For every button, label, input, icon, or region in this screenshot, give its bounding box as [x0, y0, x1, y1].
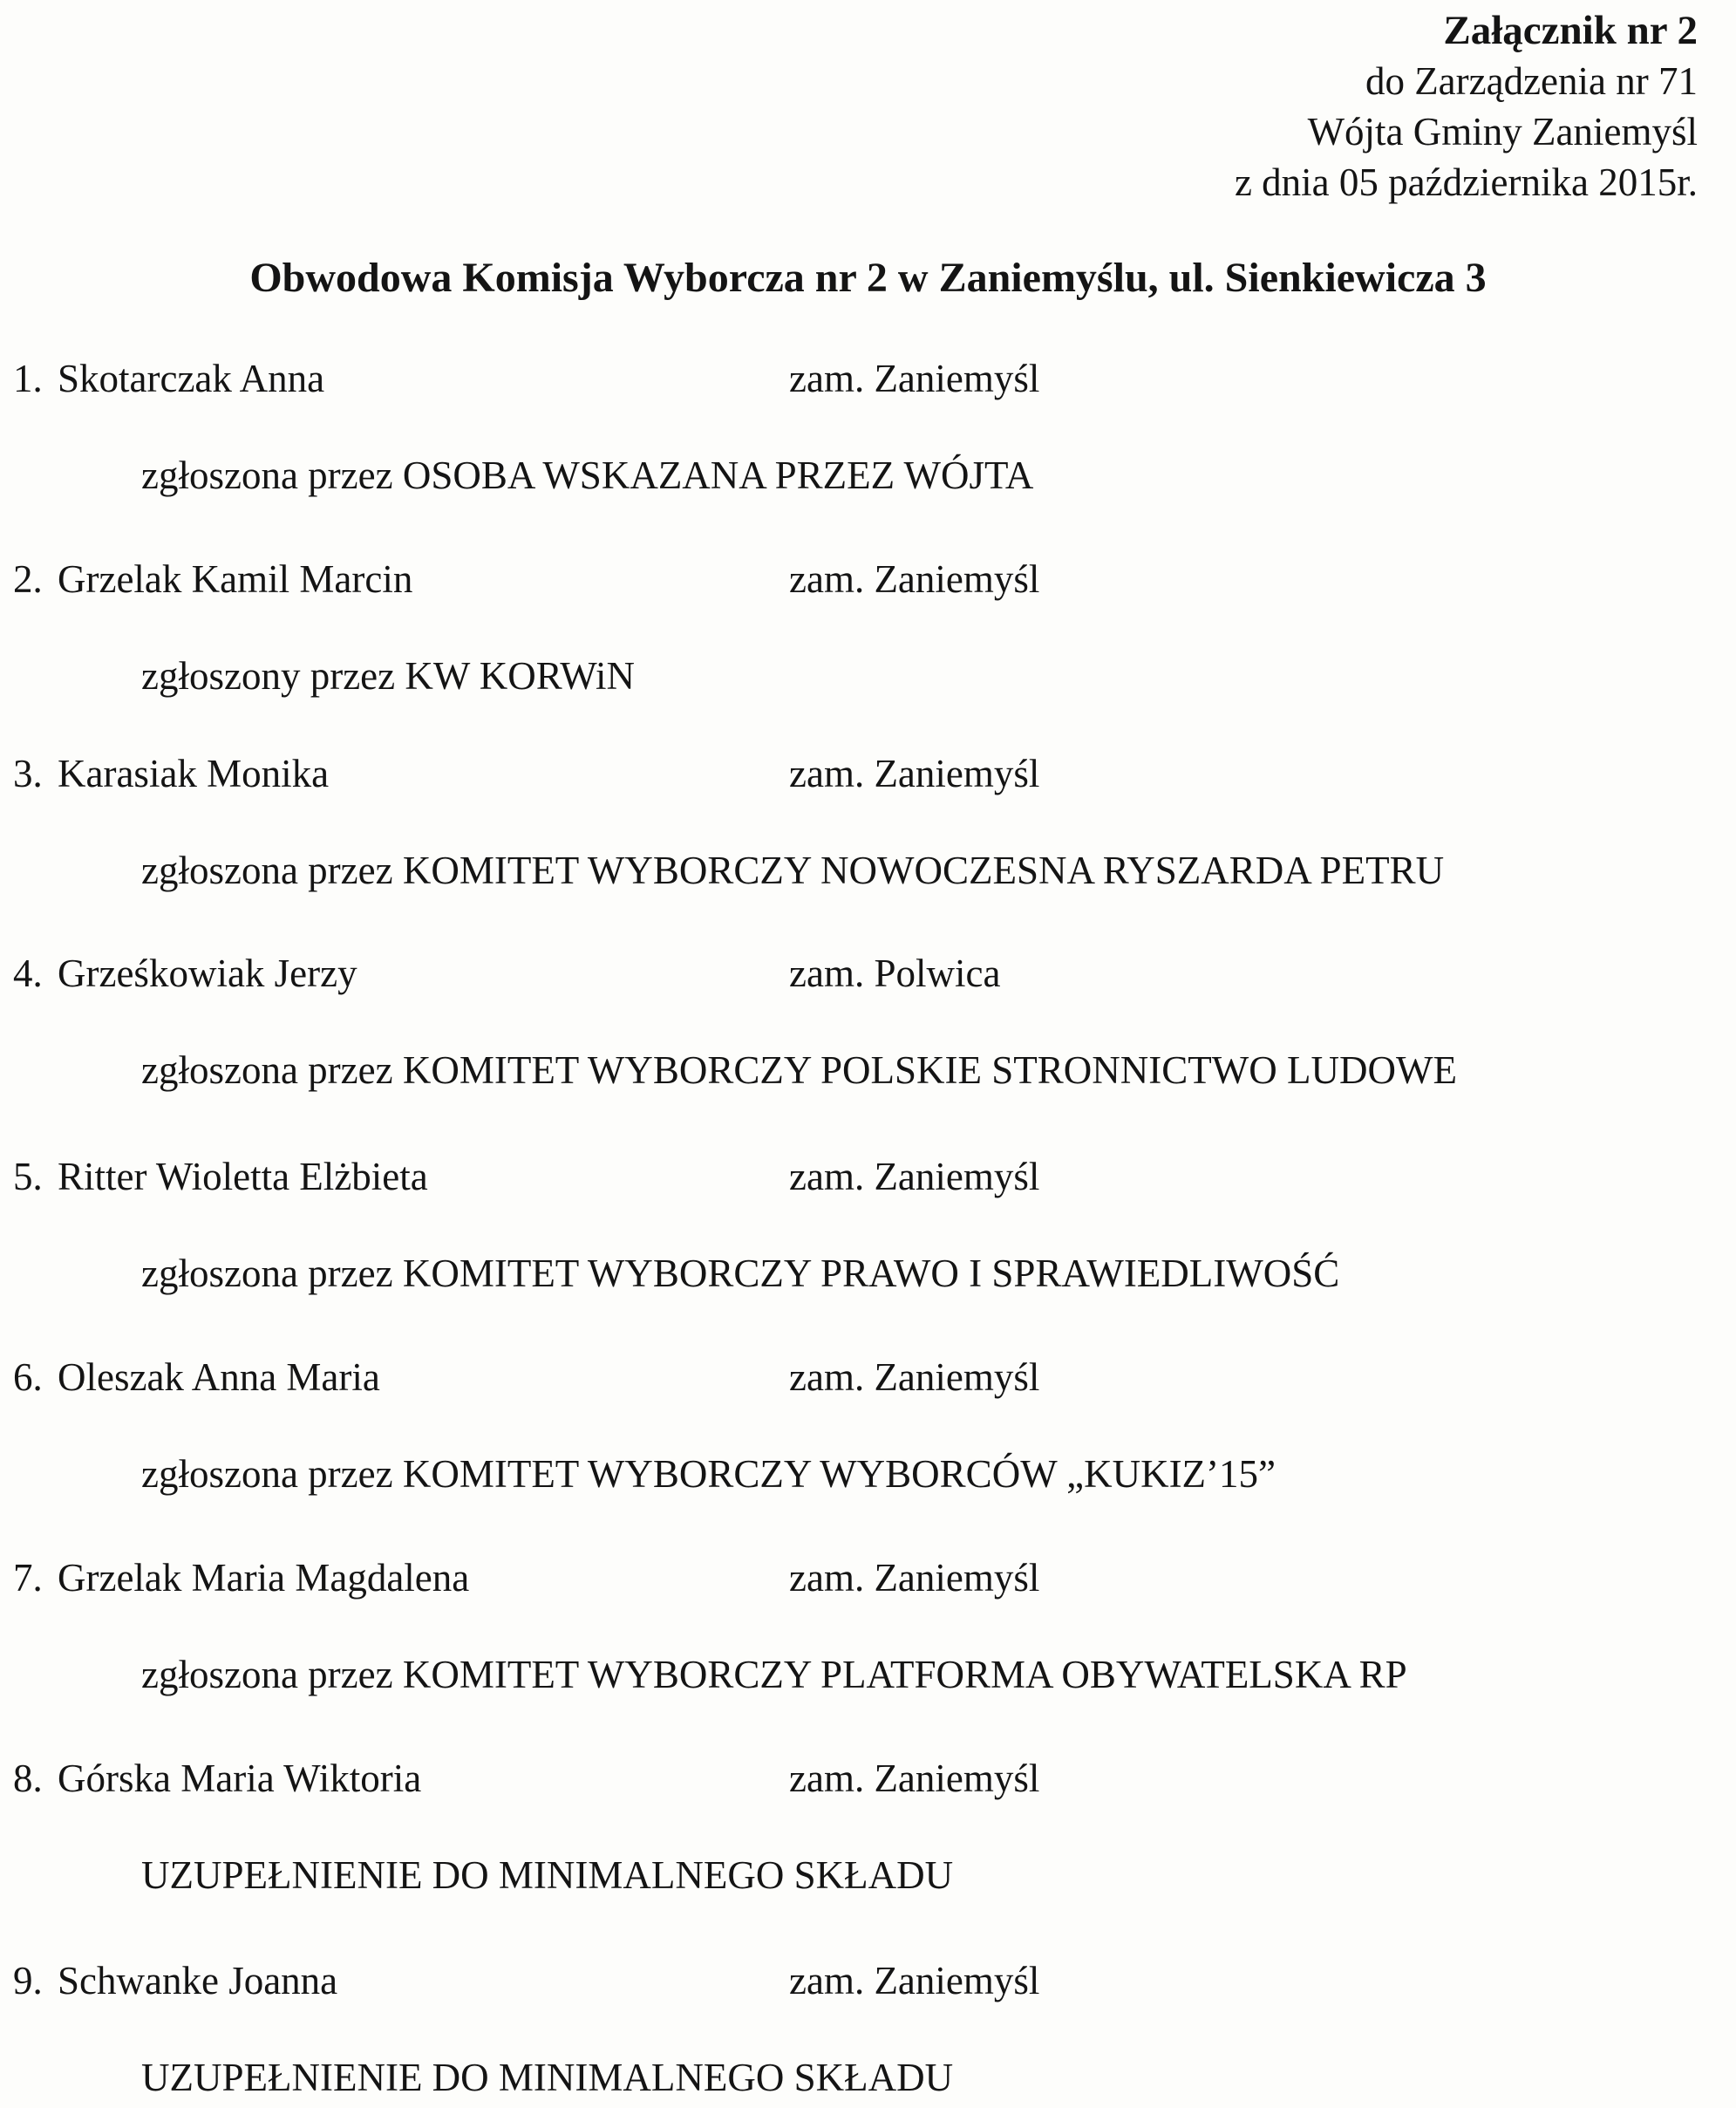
- member-item-8: [0, 1756, 1736, 1953]
- member-number: 3.: [13, 752, 43, 795]
- member-number: 4.: [13, 952, 43, 995]
- member-nomination: zgłoszona przez KOMITET WYBORCZY WYBORCÓW „KUKIZ’15”: [141, 1452, 1276, 1496]
- member-residence: zam. Zaniemyśl: [789, 1959, 1040, 2002]
- member-item-3: [0, 751, 1736, 948]
- member-item-9: [0, 1958, 1736, 2108]
- member-number: 7.: [13, 1556, 43, 1600]
- member-item-1: [0, 356, 1736, 553]
- member-residence: zam. Zaniemyśl: [789, 1757, 1040, 1800]
- member-item-4: [0, 951, 1736, 1148]
- member-number: 1.: [13, 357, 43, 400]
- member-residence: zam. Polwica: [789, 952, 1001, 995]
- member-residence: zam. Zaniemyśl: [789, 557, 1040, 601]
- attachment-label: Załącznik nr 2: [1443, 8, 1698, 53]
- member-nomination: zgłoszona przez KOMITET WYBORCZY PLATFORMA OBYWATELSKA RP: [141, 1653, 1407, 1696]
- member-nomination: zgłoszona przez KOMITET WYBORCZY NOWOCZESNA RYSZARDA PETRU: [141, 849, 1445, 892]
- member-number: 6.: [13, 1355, 43, 1399]
- member-item-2: [0, 556, 1736, 754]
- member-number: 5.: [13, 1155, 43, 1198]
- document-title: Obwodowa Komisja Wyborcza nr 2 w Zaniemyślu, ul. Sienkiewicza 3: [249, 255, 1487, 301]
- member-name: Skotarczak Anna: [58, 357, 325, 400]
- date-line: z dnia 05 października 2015r.: [1234, 160, 1698, 204]
- member-name: Górska Maria Wiktoria: [58, 1757, 422, 1800]
- member-nomination: zgłoszona przez OSOBA WSKAZANA PRZEZ WÓJTA: [141, 454, 1034, 497]
- member-name: Grześkowiak Jerzy: [58, 952, 357, 995]
- member-number: 8.: [13, 1757, 43, 1800]
- member-nomination: UZUPEŁNIENIE DO MINIMALNEGO SKŁADU: [141, 2056, 954, 2099]
- member-item-5: [0, 1154, 1736, 1351]
- member-number: 9.: [13, 1959, 43, 2002]
- member-item-7: [0, 1555, 1736, 1752]
- member-nomination: UZUPEŁNIENIE DO MINIMALNEGO SKŁADU: [141, 1853, 954, 1897]
- member-residence: zam. Zaniemyśl: [789, 1155, 1040, 1198]
- ordinance-reference: do Zarządzenia nr 71: [1365, 59, 1698, 103]
- member-nomination: zgłoszona przez KOMITET WYBORCZY POLSKIE STRONNICTWO LUDOWE: [141, 1048, 1457, 1092]
- member-nomination: zgłoszona przez KOMITET WYBORCZY PRAWO I SPRAWIEDLIWOŚĆ: [141, 1252, 1340, 1295]
- member-name: Grzelak Kamil Marcin: [58, 557, 413, 601]
- member-name: Grzelak Maria Magdalena: [58, 1556, 470, 1600]
- member-residence: zam. Zaniemyśl: [789, 1556, 1040, 1600]
- member-name: Schwanke Joanna: [58, 1959, 338, 2002]
- member-residence: zam. Zaniemyśl: [789, 1355, 1040, 1399]
- member-residence: zam. Zaniemyśl: [789, 752, 1040, 795]
- member-item-6: [0, 1354, 1736, 1552]
- member-nomination: zgłoszony przez KW KORWiN: [141, 654, 635, 698]
- issuer-line: Wójta Gminy Zaniemyśl: [1307, 110, 1698, 153]
- member-number: 2.: [13, 557, 43, 601]
- member-name: Oleszak Anna Maria: [58, 1355, 380, 1399]
- member-name: Karasiak Monika: [58, 752, 330, 795]
- member-name: Ritter Wioletta Elżbieta: [58, 1155, 428, 1198]
- attachment-header: [1235, 5, 1698, 208]
- member-residence: zam. Zaniemyśl: [789, 357, 1040, 400]
